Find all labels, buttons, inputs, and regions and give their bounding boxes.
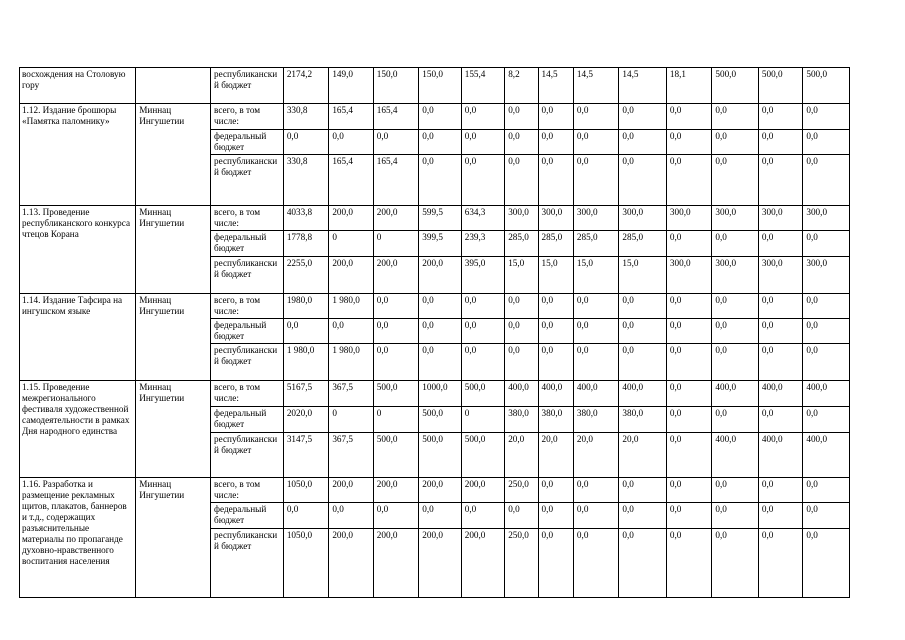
value-cell: 395,0 <box>461 257 504 294</box>
funding-source-cell: федеральный бюджет <box>211 503 284 529</box>
value-cell: 200,0 <box>329 206 373 231</box>
value-cell: 0,0 <box>803 407 850 433</box>
value-cell: 0,0 <box>419 503 461 529</box>
value-cell: 0,0 <box>419 155 461 206</box>
value-cell: 380,0 <box>619 407 667 433</box>
value-cell: 239,3 <box>461 231 504 257</box>
value-cell: 300,0 <box>666 257 711 294</box>
funding-source-cell: федеральный бюджет <box>211 407 284 433</box>
value-cell: 300,0 <box>758 257 802 294</box>
value-cell: 0,0 <box>666 503 711 529</box>
event-name-cell: 1.13. Проведение республиканского конкурса чтецов Корана <box>20 206 136 294</box>
value-cell: 0,0 <box>619 529 667 598</box>
value-cell: 500,0 <box>419 433 461 478</box>
value-cell: 0,0 <box>666 294 711 319</box>
value-cell: 300,0 <box>712 206 759 231</box>
value-cell: 20,0 <box>619 433 667 478</box>
value-cell: 0,0 <box>419 344 461 381</box>
value-cell: 380,0 <box>505 407 538 433</box>
value-cell: 8,2 <box>505 68 538 104</box>
value-cell: 165,4 <box>373 104 418 130</box>
table-row <box>20 68 850 104</box>
value-cell: 400,0 <box>538 381 573 407</box>
value-cell: 330,8 <box>283 104 328 130</box>
value-cell: 0,0 <box>505 155 538 206</box>
value-cell: 399,5 <box>419 231 461 257</box>
value-cell: 3147,5 <box>283 433 328 478</box>
value-cell: 300,0 <box>505 206 538 231</box>
value-cell: 0,0 <box>461 294 504 319</box>
value-cell: 15,0 <box>573 257 618 294</box>
value-cell: 0,0 <box>538 503 573 529</box>
value-cell: 0,0 <box>573 503 618 529</box>
value-cell: 500,0 <box>803 68 850 104</box>
value-cell: 200,0 <box>373 257 418 294</box>
value-cell: 0,0 <box>373 294 418 319</box>
value-cell: 0,0 <box>573 478 618 503</box>
value-cell: 0,0 <box>712 319 759 344</box>
value-cell: 165,4 <box>329 155 373 206</box>
value-cell: 400,0 <box>573 381 618 407</box>
value-cell: 0,0 <box>619 130 667 155</box>
value-cell: 285,0 <box>573 231 618 257</box>
value-cell: 150,0 <box>419 68 461 104</box>
executor-cell <box>136 68 211 104</box>
value-cell: 0,0 <box>373 319 418 344</box>
executor-cell: Миннац Ингушетии <box>136 478 211 598</box>
value-cell: 200,0 <box>329 257 373 294</box>
value-cell: 0,0 <box>666 529 711 598</box>
value-cell: 300,0 <box>619 206 667 231</box>
value-cell: 0,0 <box>619 319 667 344</box>
executor-cell: Миннац Ингушетии <box>136 294 211 381</box>
value-cell: 0,0 <box>758 294 802 319</box>
value-cell: 300,0 <box>538 206 573 231</box>
event-name-cell: 1.15. Проведение межрегионального фестиваля художественной самодеятельности в рамках Дня народного единства <box>20 381 136 478</box>
value-cell: 0,0 <box>666 407 711 433</box>
value-cell: 0,0 <box>419 130 461 155</box>
value-cell: 0,0 <box>758 529 802 598</box>
funding-source-cell: федеральный бюджет <box>211 130 284 155</box>
value-cell: 0,0 <box>538 130 573 155</box>
value-cell: 5167,5 <box>283 381 328 407</box>
value-cell: 0,0 <box>505 319 538 344</box>
value-cell: 0,0 <box>329 503 373 529</box>
value-cell: 0,0 <box>758 407 802 433</box>
value-cell: 0,0 <box>538 478 573 503</box>
value-cell: 0,0 <box>619 104 667 130</box>
value-cell: 1778,8 <box>283 231 328 257</box>
value-cell: 0,0 <box>803 231 850 257</box>
value-cell: 0,0 <box>573 344 618 381</box>
value-cell: 20,0 <box>505 433 538 478</box>
table-row <box>20 294 850 319</box>
value-cell: 367,5 <box>329 381 373 407</box>
value-cell: 0,0 <box>573 529 618 598</box>
value-cell: 0,0 <box>758 478 802 503</box>
table-row <box>20 478 850 503</box>
value-cell: 0,0 <box>573 294 618 319</box>
value-cell: 0,0 <box>758 344 802 381</box>
value-cell: 0,0 <box>538 344 573 381</box>
value-cell: 400,0 <box>712 381 759 407</box>
value-cell: 0,0 <box>803 155 850 206</box>
value-cell: 15,0 <box>538 257 573 294</box>
value-cell: 300,0 <box>758 206 802 231</box>
value-cell: 0,0 <box>505 104 538 130</box>
value-cell: 0,0 <box>419 294 461 319</box>
value-cell: 20,0 <box>573 433 618 478</box>
value-cell: 14,5 <box>538 68 573 104</box>
value-cell: 0,0 <box>666 344 711 381</box>
funding-source-cell: республиканский бюджет <box>211 529 284 598</box>
value-cell: 1 980,0 <box>329 344 373 381</box>
value-cell: 0,0 <box>419 104 461 130</box>
value-cell: 300,0 <box>712 257 759 294</box>
value-cell: 165,4 <box>329 104 373 130</box>
value-cell: 0,0 <box>461 503 504 529</box>
value-cell: 0,0 <box>666 104 711 130</box>
value-cell: 0 <box>373 231 418 257</box>
value-cell: 0,0 <box>712 344 759 381</box>
funding-source-cell: республиканский бюджет <box>211 68 284 104</box>
value-cell: 14,5 <box>619 68 667 104</box>
table-row <box>20 206 850 231</box>
value-cell: 380,0 <box>538 407 573 433</box>
value-cell: 0,0 <box>758 319 802 344</box>
executor-cell: Миннац Ингушетии <box>136 104 211 206</box>
value-cell: 0,0 <box>803 319 850 344</box>
value-cell: 0,0 <box>283 503 328 529</box>
value-cell: 0,0 <box>505 503 538 529</box>
value-cell: 200,0 <box>461 478 504 503</box>
value-cell: 0,0 <box>758 130 802 155</box>
value-cell: 0,0 <box>538 529 573 598</box>
value-cell: 400,0 <box>619 381 667 407</box>
value-cell: 155,4 <box>461 68 504 104</box>
value-cell: 0,0 <box>666 319 711 344</box>
value-cell: 165,4 <box>373 155 418 206</box>
value-cell: 0,0 <box>461 319 504 344</box>
value-cell: 0,0 <box>666 433 711 478</box>
value-cell: 2174,2 <box>283 68 328 104</box>
value-cell: 285,0 <box>538 231 573 257</box>
value-cell: 0,0 <box>803 130 850 155</box>
value-cell: 0,0 <box>712 407 759 433</box>
value-cell: 0,0 <box>573 319 618 344</box>
value-cell: 0,0 <box>666 381 711 407</box>
value-cell: 0,0 <box>712 503 759 529</box>
value-cell: 300,0 <box>803 257 850 294</box>
value-cell: 0,0 <box>619 503 667 529</box>
value-cell: 4033,8 <box>283 206 328 231</box>
funding-source-cell: всего, в том числе: <box>211 478 284 503</box>
budget-table <box>19 67 850 598</box>
value-cell: 0,0 <box>712 104 759 130</box>
funding-source-cell: всего, в том числе: <box>211 294 284 319</box>
value-cell: 250,0 <box>505 529 538 598</box>
value-cell: 0,0 <box>803 478 850 503</box>
value-cell: 400,0 <box>712 433 759 478</box>
value-cell: 0,0 <box>666 231 711 257</box>
executor-cell: Миннац Ингушетии <box>136 381 211 478</box>
value-cell: 0,0 <box>461 130 504 155</box>
value-cell: 0,0 <box>712 478 759 503</box>
value-cell: 0,0 <box>505 294 538 319</box>
value-cell: 0,0 <box>666 478 711 503</box>
value-cell: 1 980,0 <box>283 344 328 381</box>
value-cell: 0,0 <box>619 294 667 319</box>
value-cell: 200,0 <box>373 529 418 598</box>
value-cell: 200,0 <box>373 206 418 231</box>
value-cell: 0 <box>329 407 373 433</box>
value-cell: 0,0 <box>712 130 759 155</box>
funding-source-cell: республиканский бюджет <box>211 344 284 381</box>
value-cell: 0,0 <box>538 104 573 130</box>
value-cell: 200,0 <box>461 529 504 598</box>
value-cell: 0,0 <box>803 294 850 319</box>
value-cell: 2255,0 <box>283 257 328 294</box>
value-cell: 0,0 <box>758 155 802 206</box>
value-cell: 14,5 <box>573 68 618 104</box>
executor-cell: Миннац Ингушетии <box>136 206 211 294</box>
value-cell: 0,0 <box>373 503 418 529</box>
value-cell: 400,0 <box>803 381 850 407</box>
value-cell: 0,0 <box>461 104 504 130</box>
table-row <box>20 381 850 407</box>
funding-source-cell: всего, в том числе: <box>211 381 284 407</box>
value-cell: 0,0 <box>373 344 418 381</box>
value-cell: 20,0 <box>538 433 573 478</box>
value-cell: 0,0 <box>803 104 850 130</box>
value-cell: 0,0 <box>538 319 573 344</box>
value-cell: 0,0 <box>803 529 850 598</box>
value-cell: 0 <box>329 231 373 257</box>
value-cell: 0,0 <box>538 155 573 206</box>
value-cell: 500,0 <box>419 407 461 433</box>
value-cell: 1000,0 <box>419 381 461 407</box>
value-cell: 200,0 <box>419 257 461 294</box>
value-cell: 200,0 <box>419 529 461 598</box>
value-cell: 500,0 <box>461 433 504 478</box>
value-cell: 200,0 <box>329 478 373 503</box>
value-cell: 0,0 <box>505 344 538 381</box>
value-cell: 15,0 <box>619 257 667 294</box>
value-cell: 0,0 <box>758 104 802 130</box>
value-cell: 599,5 <box>419 206 461 231</box>
value-cell: 0,0 <box>619 344 667 381</box>
value-cell: 0,0 <box>283 130 328 155</box>
value-cell: 150,0 <box>373 68 418 104</box>
value-cell: 367,5 <box>329 433 373 478</box>
value-cell: 200,0 <box>373 478 418 503</box>
value-cell: 0,0 <box>712 294 759 319</box>
event-name-cell: 1.12. Издание брошюры «Памятка паломнику» <box>20 104 136 206</box>
event-name-cell: 1.14. Издание Тафсира на ингушском языке <box>20 294 136 381</box>
value-cell: 0,0 <box>712 231 759 257</box>
value-cell: 250,0 <box>505 478 538 503</box>
value-cell: 0,0 <box>712 155 759 206</box>
value-cell: 400,0 <box>758 381 802 407</box>
value-cell: 500,0 <box>758 68 802 104</box>
value-cell: 15,0 <box>505 257 538 294</box>
value-cell: 0,0 <box>329 130 373 155</box>
value-cell: 0,0 <box>619 155 667 206</box>
value-cell: 0,0 <box>329 319 373 344</box>
value-cell: 300,0 <box>803 206 850 231</box>
funding-source-cell: республиканский бюджет <box>211 433 284 478</box>
event-name-cell: 1.16. Разработка и размещение рекламных щитов, плакатов, баннеров и т.д., содержащих разъяснительные материалы по пропаганде духовно-нравственного воспитания населения <box>20 478 136 598</box>
value-cell: 0,0 <box>461 155 504 206</box>
value-cell: 0,0 <box>758 503 802 529</box>
table-body <box>20 68 850 598</box>
value-cell: 0,0 <box>803 344 850 381</box>
value-cell: 500,0 <box>373 381 418 407</box>
value-cell: 300,0 <box>666 206 711 231</box>
value-cell: 0 <box>461 407 504 433</box>
value-cell: 18,1 <box>666 68 711 104</box>
value-cell: 400,0 <box>803 433 850 478</box>
value-cell: 0,0 <box>573 155 618 206</box>
value-cell: 0,0 <box>666 130 711 155</box>
value-cell: 330,8 <box>283 155 328 206</box>
value-cell: 0,0 <box>505 130 538 155</box>
value-cell: 0,0 <box>619 478 667 503</box>
value-cell: 0,0 <box>666 155 711 206</box>
value-cell: 500,0 <box>373 433 418 478</box>
value-cell: 500,0 <box>461 381 504 407</box>
table-row <box>20 104 850 130</box>
funding-source-cell: всего, в том числе: <box>211 206 284 231</box>
value-cell: 0,0 <box>419 319 461 344</box>
funding-source-cell: республиканский бюджет <box>211 257 284 294</box>
value-cell: 200,0 <box>329 529 373 598</box>
value-cell: 285,0 <box>505 231 538 257</box>
value-cell: 1 980,0 <box>329 294 373 319</box>
funding-source-cell: республиканский бюджет <box>211 155 284 206</box>
value-cell: 285,0 <box>619 231 667 257</box>
value-cell: 500,0 <box>712 68 759 104</box>
value-cell: 0,0 <box>803 503 850 529</box>
value-cell: 200,0 <box>419 478 461 503</box>
value-cell: 0,0 <box>712 529 759 598</box>
value-cell: 0,0 <box>538 294 573 319</box>
value-cell: 0 <box>373 407 418 433</box>
value-cell: 400,0 <box>505 381 538 407</box>
value-cell: 634,3 <box>461 206 504 231</box>
value-cell: 400,0 <box>758 433 802 478</box>
value-cell: 1980,0 <box>283 294 328 319</box>
value-cell: 2020,0 <box>283 407 328 433</box>
value-cell: 380,0 <box>573 407 618 433</box>
event-name-cell: восхождения на Столовую гору <box>20 68 136 104</box>
value-cell: 0,0 <box>573 104 618 130</box>
value-cell: 0,0 <box>573 130 618 155</box>
value-cell: 0,0 <box>461 344 504 381</box>
funding-source-cell: федеральный бюджет <box>211 319 284 344</box>
value-cell: 149,0 <box>329 68 373 104</box>
value-cell: 1050,0 <box>283 529 328 598</box>
funding-source-cell: федеральный бюджет <box>211 231 284 257</box>
value-cell: 300,0 <box>573 206 618 231</box>
value-cell: 1050,0 <box>283 478 328 503</box>
value-cell: 0,0 <box>373 130 418 155</box>
funding-source-cell: всего, в том числе: <box>211 104 284 130</box>
value-cell: 0,0 <box>758 231 802 257</box>
value-cell: 0,0 <box>283 319 328 344</box>
